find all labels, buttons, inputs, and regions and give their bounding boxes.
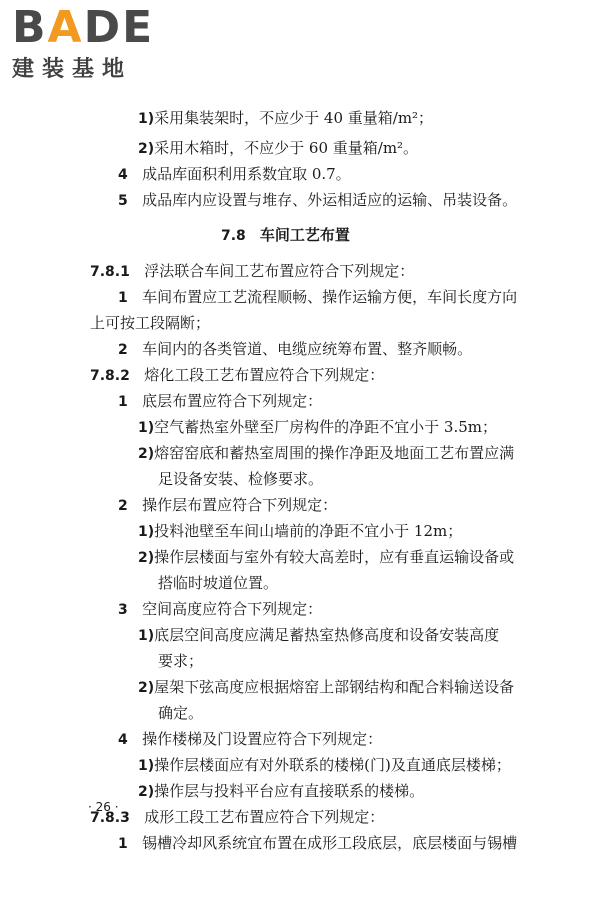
sub-item-2-continuation: 搭临时坡道位置。: [158, 574, 279, 592]
sub-item-1: 1)投料池壁至车间山墙前的净距不宜小于 12m；: [138, 522, 463, 540]
sub-item-2: 2)操作层楼面与室外有较大高差时，应有垂直运输设备或: [138, 548, 515, 566]
clause-7-8-2: 7.8.2 熔化工段工艺布置应符合下列规定：: [90, 366, 385, 384]
item-1: 1 车间布置应工艺流程顺畅、操作运输方便，车间长度方向: [118, 288, 518, 306]
logo-wordmark: BADE: [12, 2, 155, 53]
sub-item-1: 1)底层空间高度应满足蓄热室热修高度和设备安装高度: [138, 626, 500, 644]
sub-item-2-continuation: 足设备安装、检修要求。: [158, 470, 324, 488]
item-1: 1 底层布置应符合下列规定：: [118, 392, 323, 410]
sub-item-2: 2)操作层与投料平台应有直接联系的楼梯。: [138, 782, 425, 800]
sub-item-2-continuation: 确定。: [158, 704, 204, 722]
item-1: 1 锡槽冷却风系统宜布置在成形工段底层，底层楼面与锡槽: [118, 834, 518, 852]
sub-item-1: 1)空气蓄热室外壁至厂房构件的净距不宜小于 3.5m；: [138, 418, 497, 436]
clause-item-5: 5 成品库内应设置与堆存、外运相适应的运输、吊装设备。: [118, 191, 518, 209]
item-2: 2 车间内的各类管道、电缆应统筹布置、整齐顺畅。: [118, 340, 473, 358]
sub-item-1: 1)操作层楼面应有对外联系的楼梯(门)及直通底层楼梯；: [138, 756, 511, 774]
item-4: 4 操作楼梯及门设置应符合下列规定：: [118, 730, 383, 748]
sub-item-2: 2)采用木箱时，不应少于 60 重量箱/m²。: [138, 139, 419, 157]
page-number: · 26 ·: [88, 800, 119, 814]
sub-item-2: 2)屋架下弦高度应根据熔窑上部钢结构和配合料输送设备: [138, 678, 515, 696]
item-2: 2 操作层布置应符合下列规定：: [118, 496, 338, 514]
section-heading-7-8: 7.8 车间工艺布置: [221, 226, 350, 244]
bade-logo: [12, 2, 182, 86]
item-3: 3 空间高度应符合下列规定：: [118, 600, 323, 618]
sub-item-1-continuation: 要求；: [158, 652, 204, 670]
item-1-continuation: 上可按工段隔断；: [90, 314, 211, 332]
clause-7-8-3: 7.8.3 成形工段工艺布置应符合下列规定：: [90, 808, 385, 826]
logo-subtitle: 建装基地: [12, 57, 133, 82]
sub-item-2: 2)熔窑窑底和蓄热室周围的操作净距及地面工艺布置应满: [138, 444, 515, 462]
clause-7-8-1: 7.8.1 浮法联合车间工艺布置应符合下列规定：: [90, 262, 415, 280]
sub-item-1: 1)采用集装架时，不应少于 40 重量箱/m²；: [138, 109, 434, 127]
clause-item-4: 4 成品库面积利用系数宜取 0.7。: [118, 165, 351, 183]
